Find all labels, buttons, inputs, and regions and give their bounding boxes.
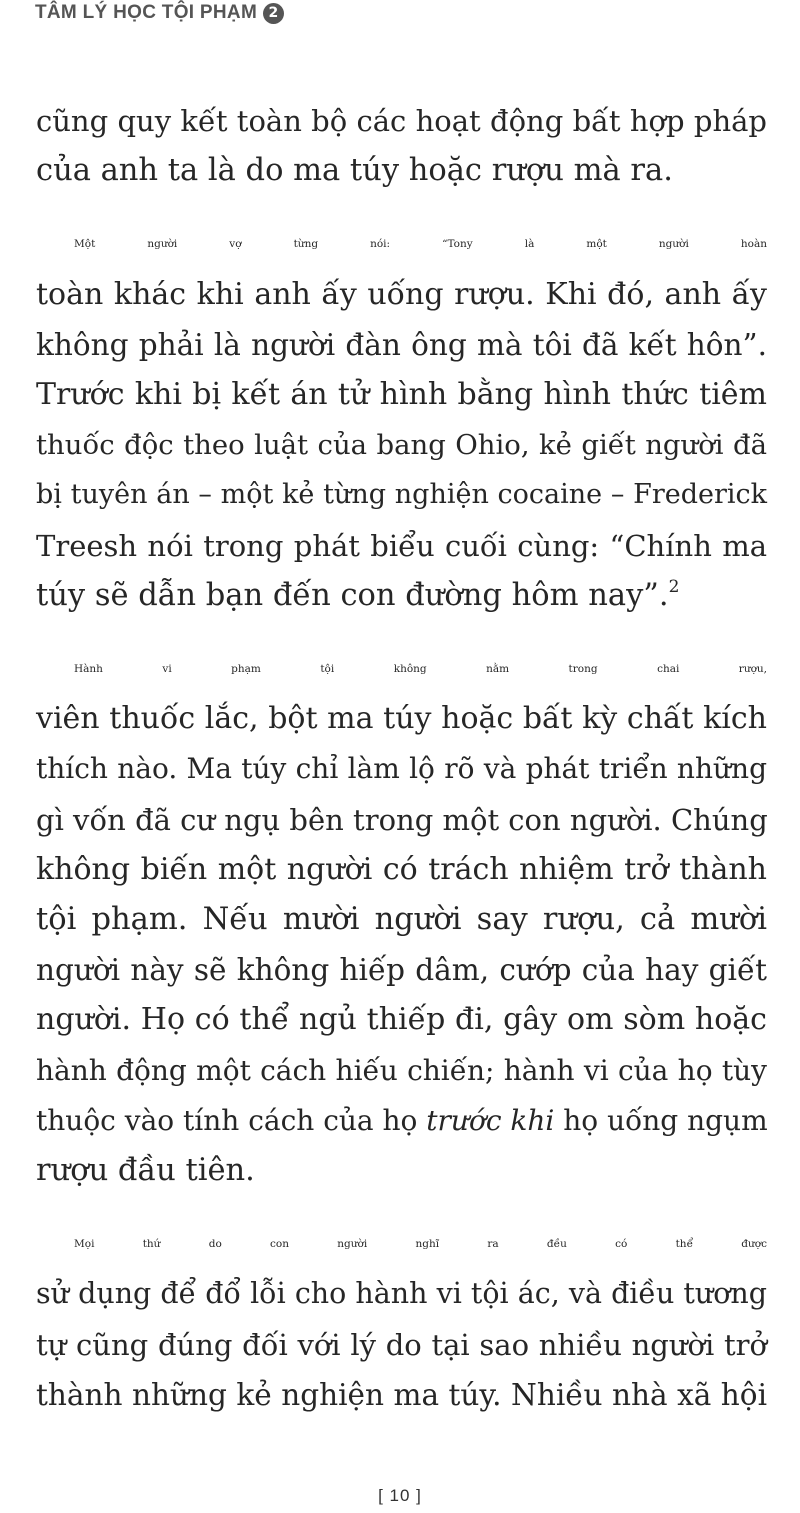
footnote-reference[interactable]: 2: [668, 576, 680, 597]
text-line: Treesh nói trong phát biểu cuối cùng: “Chính ma: [36, 528, 767, 563]
text-line-with-emphasis: [36, 1096, 767, 1146]
text-line: Một người vợ từng nói: “Tony là một người hoàn: [74, 238, 767, 251]
text-line: tội phạm. Nếu mười người say rượu, cả mười: [36, 902, 767, 938]
text-line: Trước khi bị kết án tử hình bằng hình thức tiêm: [36, 377, 767, 413]
page-number: [ 10 ]: [378, 1486, 422, 1505]
page-body: [36, 96, 767, 1420]
text-line: cũng quy kết toàn bộ các hoạt động bất hợp pháp: [36, 104, 767, 138]
text-line: thích nào. Ma túy chỉ làm lộ rõ và phát triển những: [36, 752, 767, 786]
text-line: gì vốn đã cư ngụ bên trong một con người. Chúng: [36, 802, 768, 837]
emphasis-text: trước khi: [426, 1103, 555, 1137]
text-line: người. Họ có thể ngủ thiếp đi, gây om sòm hoặc: [36, 1002, 767, 1038]
text-line: bị tuyên án – một kẻ từng nghiện cocaine – Frederick: [36, 479, 767, 511]
text-line: Mọi thứ do con người nghĩ ra đều có thể được: [74, 1238, 767, 1251]
text-line: sử dụng để đổ lỗi cho hành vi tội ác, và điều tương: [36, 1277, 767, 1311]
paragraph-quotes: [36, 219, 767, 621]
text-line: của anh ta là do ma túy hoặc rượu mà ra.: [36, 153, 673, 189]
text-line: toàn khác khi anh ấy uống rượu. Khi đó, anh ấy: [36, 276, 767, 312]
text-line: viên thuốc lắc, bột ma túy hoặc bất kỳ chất kích: [36, 701, 767, 737]
book-title: TÂM LÝ HỌC TỘI PHẠM: [35, 2, 258, 23]
text-line: không biến một người có trách nhiệm trở thành: [36, 851, 767, 887]
text-line: thành những kẻ nghiện ma túy. Nhiều nhà xã hội: [36, 1377, 767, 1412]
text-line-with-footnote: [36, 571, 767, 621]
text-line: không phải là người đàn ông mà tôi đã kết hôn”.: [36, 327, 767, 362]
text-line: tự cũng đúng đối với lý do tại sao nhiều người trở: [36, 1327, 767, 1362]
text-line: thuốc độc theo luật của bang Ohio, kẻ giết người đã: [36, 429, 767, 462]
text-segment: thuộc vào tính cách của họ: [36, 1103, 427, 1137]
text-segment: họ uống ngụm: [554, 1103, 768, 1137]
volume-number-badge: 2: [263, 3, 284, 24]
running-header: [35, 2, 284, 24]
text-line: Hành vi phạm tội không nằm trong chai rượu,: [74, 663, 767, 676]
text-line: túy sẽ dẫn bạn đến con đường hôm nay”.: [36, 577, 669, 613]
paragraph-continuation: [36, 96, 767, 196]
paragraph-behavior: [36, 644, 767, 1196]
paragraph-excuses: [36, 1219, 767, 1420]
text-line: rượu đầu tiên.: [36, 1153, 255, 1189]
text-line: hành động một cách hiếu chiến; hành vi của họ tùy: [36, 1053, 767, 1087]
text-line: người này sẽ không hiếp dâm, cướp của hay giết: [36, 953, 767, 988]
